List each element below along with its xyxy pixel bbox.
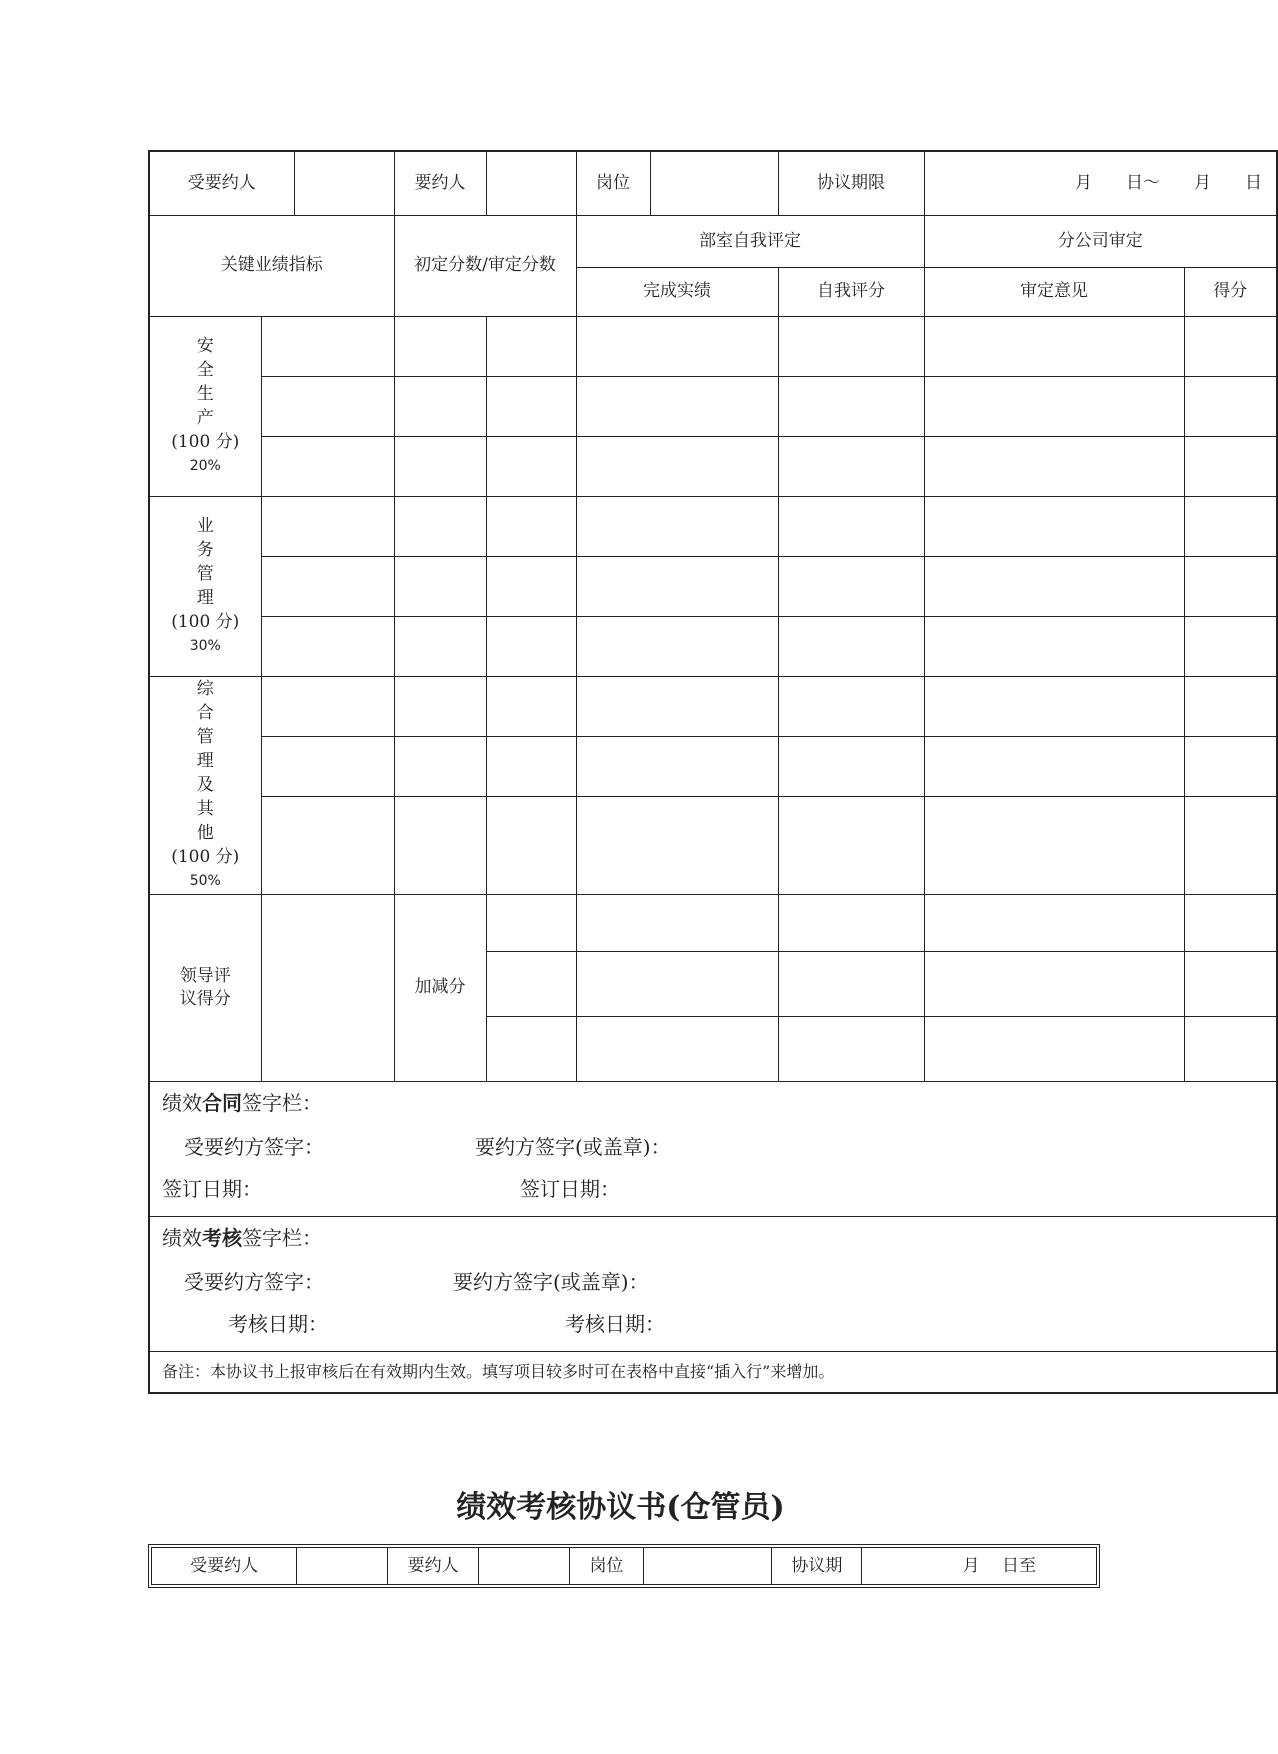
score-cell[interactable]: [1184, 616, 1277, 676]
recipient-value[interactable]: [297, 1548, 388, 1585]
review-opinion-cell[interactable]: [924, 616, 1184, 676]
score-cell[interactable]: [1184, 496, 1277, 556]
review-opinion-cell[interactable]: [924, 556, 1184, 616]
recipient-value[interactable]: [294, 151, 394, 215]
category-business: [149, 496, 261, 676]
score-cell[interactable]: [1184, 556, 1277, 616]
kpi-cell[interactable]: [261, 316, 394, 376]
completion-cell[interactable]: [576, 796, 778, 894]
category-general: [149, 676, 261, 894]
review-opinion-cell[interactable]: [924, 676, 1184, 736]
dept-self-eval-header: 部室自我评定: [576, 215, 924, 267]
category-safety: [149, 316, 261, 496]
kpi-cell[interactable]: [261, 436, 394, 496]
sign-date-right[interactable]: 签订日期：: [520, 1176, 620, 1201]
initial-score-cell[interactable]: [394, 616, 486, 676]
initial-score-header: 初定分数/审定分数: [394, 215, 576, 316]
final-score-cell[interactable]: [486, 496, 576, 556]
self-score-cell[interactable]: [778, 436, 924, 496]
category-char: 安: [196, 336, 214, 356]
category-char: 全: [196, 360, 214, 380]
second-header-table: [151, 1547, 1097, 1585]
self-score-cell[interactable]: [778, 496, 924, 556]
sign-date-left[interactable]: 签订日期：: [162, 1176, 262, 1201]
assess-sign-title: [162, 1223, 322, 1253]
kpi-cell[interactable]: [261, 796, 394, 894]
leader-eval-label: 领导评议得分: [149, 894, 261, 1081]
contract-sign-title: [162, 1088, 322, 1118]
category-char: 综: [196, 679, 214, 699]
self-score-cell[interactable]: [778, 736, 924, 796]
adjust-score-cell[interactable]: [486, 951, 576, 1016]
offeror-value[interactable]: [478, 1548, 569, 1585]
category-char: 理: [196, 751, 214, 771]
offeror-label: 要约人: [388, 1548, 478, 1585]
kpi-cell[interactable]: [261, 556, 394, 616]
performance-contract-table: [148, 150, 1278, 1394]
post-value[interactable]: [644, 1548, 772, 1585]
category-char: 及: [196, 775, 214, 795]
remarks-note: 备注：本协议书上报审核后在有效期内生效。填写项目较多时可在表格中直接“插入行”来增加。: [149, 1351, 1277, 1393]
kpi-cell[interactable]: [261, 496, 394, 556]
score-cell[interactable]: [1184, 894, 1277, 951]
category-char: 他: [196, 823, 214, 843]
post-value[interactable]: [650, 151, 778, 215]
title-prefix: 绩效: [162, 1225, 202, 1250]
adjust-score-cell[interactable]: [486, 1016, 576, 1081]
category-char: 理: [196, 588, 214, 608]
initial-score-cell[interactable]: [394, 376, 486, 436]
offeror-signature-field[interactable]: 要约方签字(或盖章)：: [475, 1134, 671, 1159]
review-opinion-cell[interactable]: [924, 496, 1184, 556]
review-opinion-cell[interactable]: [924, 376, 1184, 436]
final-score-cell[interactable]: [486, 316, 576, 376]
self-score-cell[interactable]: [778, 1016, 924, 1081]
category-weight: 50%: [189, 873, 221, 889]
review-opinion-cell[interactable]: [924, 1016, 1184, 1081]
final-score-cell[interactable]: [486, 556, 576, 616]
recipient-label: 受要约人: [152, 1548, 297, 1585]
completion-cell[interactable]: [576, 676, 778, 736]
kpi-cell[interactable]: [261, 676, 394, 736]
review-opinion-cell[interactable]: [924, 894, 1184, 951]
post-label: 岗位: [569, 1548, 643, 1585]
initial-score-cell[interactable]: [394, 496, 486, 556]
review-opinion-header: 审定意见: [924, 267, 1184, 316]
score-cell[interactable]: [1184, 796, 1277, 894]
final-score-cell[interactable]: [486, 436, 576, 496]
period-value[interactable]: 月 日至: [862, 1548, 1097, 1585]
leader-eval-value[interactable]: [261, 894, 394, 1081]
self-score-cell[interactable]: [778, 556, 924, 616]
kpi-cell[interactable]: [261, 616, 394, 676]
completion-cell[interactable]: [576, 376, 778, 436]
period-value[interactable]: 月 日～ 月 日: [924, 151, 1277, 215]
self-score-header: 自我评分: [778, 267, 924, 316]
completion-cell[interactable]: [576, 556, 778, 616]
category-points: (100 分): [171, 432, 240, 452]
category-points: (100 分): [171, 847, 240, 867]
second-header-frame: [148, 1544, 1100, 1588]
kpi-header: 关键业绩指标: [149, 215, 394, 316]
score-cell[interactable]: [1184, 316, 1277, 376]
branch-review-header: 分公司审定: [924, 215, 1277, 267]
initial-score-cell[interactable]: [394, 316, 486, 376]
category-char: 生: [196, 384, 214, 404]
self-score-cell[interactable]: [778, 616, 924, 676]
category-char: 管: [196, 727, 214, 747]
score-cell[interactable]: [1184, 436, 1277, 496]
review-opinion-cell[interactable]: [924, 736, 1184, 796]
review-opinion-cell[interactable]: [924, 316, 1184, 376]
offeror-label: 要约人: [394, 151, 486, 215]
completion-cell[interactable]: [576, 436, 778, 496]
final-score-cell[interactable]: [486, 796, 576, 894]
period-label: 协议期限: [778, 151, 924, 215]
kpi-cell[interactable]: [261, 376, 394, 436]
assessment-signature-section: [149, 1216, 1277, 1351]
completion-cell[interactable]: [576, 1016, 778, 1081]
period-label: 协议期: [772, 1548, 862, 1585]
review-opinion-cell[interactable]: [924, 796, 1184, 894]
title-bold: 考核: [202, 1225, 242, 1250]
category-char: 管: [196, 564, 214, 584]
category-points: (100 分): [171, 612, 240, 632]
title-suffix: 签字栏：: [242, 1225, 322, 1250]
score-cell[interactable]: [1184, 1016, 1277, 1081]
initial-score-cell[interactable]: [394, 556, 486, 616]
category-char: 产: [196, 408, 214, 428]
self-score-cell[interactable]: [778, 894, 924, 951]
completion-cell[interactable]: [576, 616, 778, 676]
completion-header: 完成实绩: [576, 267, 778, 316]
score-cell[interactable]: [1184, 951, 1277, 1016]
self-score-cell[interactable]: [778, 951, 924, 1016]
score-cell[interactable]: [1184, 736, 1277, 796]
completion-cell[interactable]: [576, 894, 778, 951]
self-score-cell[interactable]: [778, 796, 924, 894]
category-char: 业: [196, 516, 214, 536]
final-score-cell[interactable]: [486, 616, 576, 676]
title-suffix: 签字栏：: [242, 1090, 322, 1115]
completion-cell[interactable]: [576, 736, 778, 796]
initial-score-cell[interactable]: [394, 736, 486, 796]
score-header: 得分: [1184, 267, 1277, 316]
category-weight: 20%: [189, 458, 221, 474]
kpi-cell[interactable]: [261, 736, 394, 796]
completion-cell[interactable]: [576, 951, 778, 1016]
recipient-signature-field[interactable]: 受要约方签字：: [184, 1269, 324, 1294]
recipient-signature-field[interactable]: 受要约方签字：: [184, 1134, 324, 1159]
score-cell[interactable]: [1184, 676, 1277, 736]
final-score-cell[interactable]: [486, 676, 576, 736]
category-char: 其: [196, 799, 214, 819]
recipient-label: 受要约人: [149, 151, 294, 215]
assess-date-left[interactable]: 考核日期：: [228, 1311, 328, 1336]
self-score-cell[interactable]: [778, 376, 924, 436]
completion-cell[interactable]: [576, 316, 778, 376]
initial-score-cell[interactable]: [394, 796, 486, 894]
offeror-signature-field[interactable]: 要约方签字(或盖章)：: [453, 1269, 649, 1294]
adjust-score-cell[interactable]: [486, 894, 576, 951]
offeror-value[interactable]: [486, 151, 576, 215]
category-char: 合: [196, 703, 214, 723]
self-score-cell[interactable]: [778, 316, 924, 376]
final-score-cell[interactable]: [486, 376, 576, 436]
category-weight: 30%: [189, 638, 221, 654]
score-cell[interactable]: [1184, 376, 1277, 436]
category-char: 务: [196, 540, 214, 560]
initial-score-cell[interactable]: [394, 436, 486, 496]
final-score-cell[interactable]: [486, 736, 576, 796]
title-bold: 合同: [202, 1090, 242, 1115]
second-document-title: 绩效考核协议书(仓管员): [456, 1490, 785, 1525]
title-prefix: 绩效: [162, 1090, 202, 1115]
initial-score-cell[interactable]: [394, 676, 486, 736]
completion-cell[interactable]: [576, 496, 778, 556]
adjust-score-label: 加减分: [394, 894, 486, 1081]
self-score-cell[interactable]: [778, 676, 924, 736]
assess-date-right[interactable]: 考核日期：: [565, 1311, 665, 1336]
review-opinion-cell[interactable]: [924, 436, 1184, 496]
post-label: 岗位: [576, 151, 650, 215]
contract-signature-section: [149, 1081, 1277, 1216]
review-opinion-cell[interactable]: [924, 951, 1184, 1016]
